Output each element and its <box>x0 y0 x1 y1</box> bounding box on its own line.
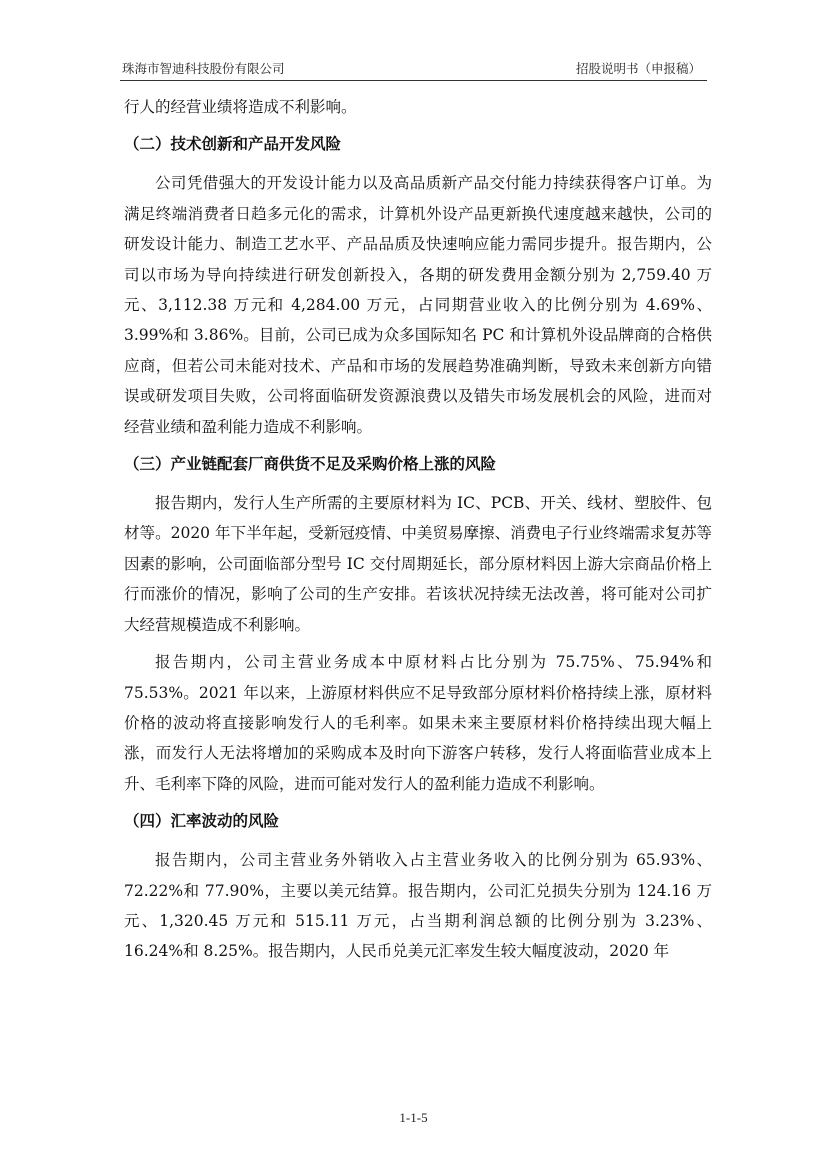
paragraph-supply-chain-materials: 报告期内，发行人生产所需的主要原材料为 IC、PCB、开关、线材、塑胶件、包材等。2020 年下半年起，受新冠疫情、中美贸易摩擦、消费电子行业终端需求复苏等因素的影响，公司面临部分型号 IC 交付周期延长，部分原材料因上游大宗商品价格上行而涨价的情况，影响了公司的生产安排。若该状况持续无法改善，将可能对公司扩大经营规模造成不利影响。 <box>124 494 712 634</box>
page-body <box>124 92 712 974</box>
paragraph-exchange-rate: 报告期内，公司主营业务外销收入占主营业务收入的比例分别为 65.93%、72.22%和 77.90%，主要以美元结算。报告期内，公司汇兑损失分别为 124.16 万元、1,320.45 万元和 515.11 万元，占当期利润总额的比例分别为 3.23%、16.24%和 8.25%。报告期内，人民币兑美元汇率发生较大幅度波动，2020 年 <box>124 851 712 961</box>
paragraph-tech-innovation: 公司凭借强大的开发设计能力以及高品质新产品交付能力持续获得客户订单。为满足终端消费者日趋多元化的需求，计算机外设产品更新换代速度越来越快，公司的研发设计能力、制造工艺水平、产品品质及快速响应能力需同步提升。报告期内，公司以市场为导向持续进行研发创新投入，各期的研发费用金额分别为 2,759.40 万元、3,112.38 万元和 4,284.00 万元，占同期营业收入的比例分别为 4.69%、3.99%和 3.86%。目前，公司已成为众多国际知名 PC 和计算机外设品牌商的合格供应商，但若公司未能对技术、产品和市场的发展趋势准确判断，导致未来创新方向错误或研发项目失败，公司将面临研发资源浪费以及错失市场发展机会的风险，进而对经营业绩和盈利能力造成不利影响。 <box>124 174 712 436</box>
paragraph-continuation: 行人的经营业绩将造成不利影响。 <box>124 98 357 116</box>
page-number: 1-1-5 <box>399 1110 428 1125</box>
header-divider <box>120 80 707 81</box>
header-company-name: 珠海市智迪科技股份有限公司 <box>122 61 285 76</box>
paragraph-supply-chain-costs: 报告期内，公司主营业务成本中原材料占比分别为 75.75%、75.94%和 75.53%。2021 年以来，上游原材料供应不足导致部分原材料价格持续上涨，原材料价格的波动将直接影响发行人的毛利率。如果未来主要原材料价格持续出现大幅上涨，而发行人无法将增加的采购成本及时向下游客户转移，发行人将面临营业成本上升、毛利率下降的风险，进而可能对发行人的盈利能力造成不利影响。 <box>124 653 712 793</box>
section-heading-tech-innovation-risk: （二）技术创新和产品开发风险 <box>124 135 342 154</box>
page-header <box>120 57 707 79</box>
section-heading-exchange-rate-risk: （四）汇率波动的风险 <box>124 812 280 831</box>
section-heading-supply-chain-risk: （三）产业链配套厂商供货不足及采购价格上涨的风险 <box>124 455 497 474</box>
header-document-type: 招股说明书（申报稿） <box>575 61 701 76</box>
